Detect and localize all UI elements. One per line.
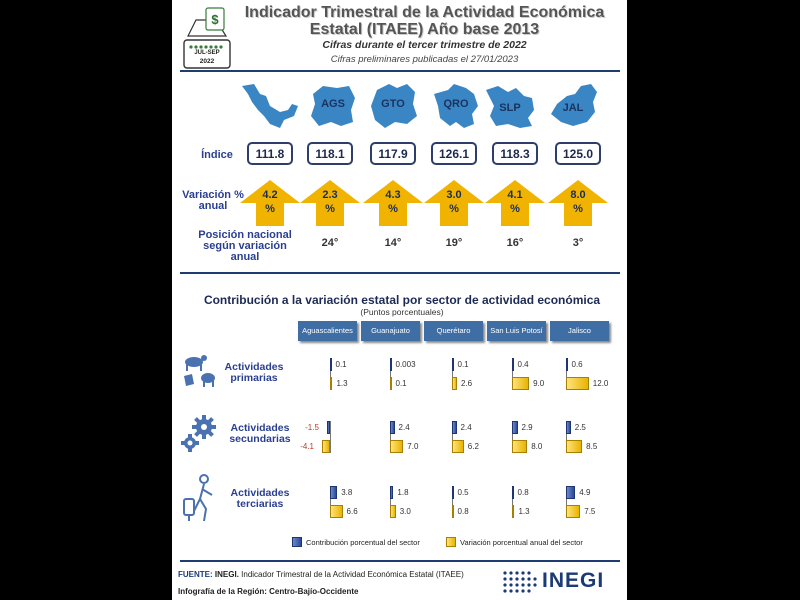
legend-blue-swatch bbox=[292, 537, 302, 547]
index-value: 111.8 bbox=[247, 142, 293, 165]
footer-divider bbox=[180, 560, 620, 562]
legend-blue-label: Contribución porcentual del sector bbox=[306, 538, 420, 547]
contribution-value: 3.8 bbox=[341, 488, 353, 497]
infographic-page bbox=[172, 0, 627, 600]
variation-value: 3.0 % bbox=[446, 189, 462, 215]
index-row-label: Índice bbox=[201, 149, 233, 161]
rank-row-label: Posición nacional según variación anual bbox=[198, 229, 292, 263]
variation-bar bbox=[512, 377, 529, 390]
legend-yellow-swatch bbox=[446, 537, 456, 547]
variation-value-label: 8.5 bbox=[586, 442, 598, 451]
state-abbr-ags: AGS bbox=[321, 98, 345, 110]
contribution-bar bbox=[452, 486, 454, 499]
contribution-subtitle: (Puntos porcentuales) bbox=[360, 307, 444, 317]
contribution-title: Contribución a la variación estatal por sector de actividad económica bbox=[203, 293, 601, 307]
contribution-value: 2.5 bbox=[574, 423, 586, 432]
inegi-dots-icon bbox=[502, 570, 538, 594]
variation-bar bbox=[566, 377, 589, 390]
contribution-value: 1.8 bbox=[397, 488, 409, 497]
variation-value-label: 12.0 bbox=[592, 379, 609, 388]
variation-value-label: 7.5 bbox=[584, 507, 596, 516]
contribution-bar bbox=[330, 486, 337, 499]
variation-value-label: 2.6 bbox=[460, 379, 473, 388]
index-value: 125.0 bbox=[555, 142, 601, 165]
logo-period: JUL-SEP bbox=[194, 50, 220, 56]
contribution-value: 2.4 bbox=[398, 423, 410, 432]
contribution-value: 0.8 bbox=[517, 488, 529, 497]
variation-value-label: 6.2 bbox=[467, 442, 479, 451]
column-header-aguascalientes: Aguascalientes bbox=[298, 321, 357, 341]
page-title: Indicador Trimestral de la Actividad Económica Estatal (ITAEE) Año base 2013 bbox=[244, 4, 605, 38]
contribution-bar bbox=[390, 486, 393, 499]
variation-value: 4.2 % bbox=[262, 189, 278, 215]
variation-value-label: -4.1 bbox=[300, 442, 314, 451]
variation-row-label: Variación % anual bbox=[182, 189, 244, 212]
legend-yellow-label: Variación porcentual anual del sector bbox=[460, 538, 583, 547]
variation-value: 2.3 % bbox=[322, 189, 338, 215]
variation-bar bbox=[452, 440, 464, 453]
variation-bar bbox=[322, 440, 330, 453]
variation-bar bbox=[566, 440, 582, 453]
variation-value-label: 3.0 bbox=[399, 507, 411, 516]
variation-value: 4.1 % bbox=[507, 189, 523, 215]
rank-value: 24° bbox=[321, 237, 339, 249]
inegi-wordmark: INEGI bbox=[542, 569, 605, 592]
column-header-guanajuato: Guanajuato bbox=[361, 321, 420, 341]
svg-text:$: $ bbox=[211, 12, 219, 27]
inegi-logo bbox=[502, 568, 620, 596]
contribution-bar bbox=[566, 358, 568, 371]
variation-value: 8.0 % bbox=[570, 189, 586, 215]
contribution-value: 0.4 bbox=[517, 360, 529, 369]
contribution-bar bbox=[390, 421, 395, 434]
contribution-bar bbox=[390, 358, 392, 371]
contribution-bars bbox=[172, 0, 627, 600]
sector-label-tertiary: Actividades terciarias bbox=[230, 487, 290, 510]
contribution-bar bbox=[512, 358, 514, 371]
contribution-bar bbox=[566, 421, 571, 434]
rank-value: 14° bbox=[384, 237, 402, 249]
contribution-bar bbox=[330, 358, 332, 371]
index-value: 117.9 bbox=[370, 142, 416, 165]
variation-bar bbox=[566, 505, 580, 518]
logo-year: 2022 bbox=[199, 58, 215, 65]
rank-value: 16° bbox=[506, 237, 524, 249]
variation-bar bbox=[330, 377, 332, 390]
source-line: FUENTE: INEGI. Indicador Trimestral de la Actividad Económica Estatal (ITAEE) bbox=[178, 570, 464, 579]
contribution-value: -1.5 bbox=[305, 423, 319, 432]
index-value: 118.3 bbox=[492, 142, 538, 165]
state-abbr-jal: JAL bbox=[562, 102, 584, 114]
variation-bar bbox=[452, 377, 457, 390]
variation-value-label: 9.0 bbox=[533, 379, 545, 388]
contribution-value: 0.6 bbox=[571, 360, 583, 369]
sector-label-primary: Actividades primarias bbox=[224, 361, 284, 384]
contribution-bar bbox=[512, 421, 518, 434]
state-abbr-slp: SLP bbox=[499, 102, 521, 114]
variation-bar bbox=[390, 440, 403, 453]
index-value: 118.1 bbox=[307, 142, 353, 165]
variation-value-label: 6.6 bbox=[346, 507, 358, 516]
variation-value: 4.3 % bbox=[385, 189, 401, 215]
page-subtitle: Cifras durante el tercer trimestre de 2022 bbox=[322, 39, 527, 51]
contribution-bar bbox=[512, 486, 514, 499]
contribution-bar bbox=[452, 421, 457, 434]
contribution-value: 0.5 bbox=[457, 488, 469, 497]
variation-value-label: 8.0 bbox=[531, 442, 543, 451]
variation-bar bbox=[390, 505, 396, 518]
rank-value: 19° bbox=[445, 237, 463, 249]
variation-bar bbox=[330, 505, 343, 518]
variation-value-label: 1.3 bbox=[336, 379, 348, 388]
variation-bar bbox=[390, 377, 392, 390]
contribution-value: 4.9 bbox=[579, 488, 591, 497]
variation-value-label: 0.8 bbox=[457, 507, 469, 516]
bar-axis-line bbox=[330, 421, 331, 453]
publication-note: Cifras preliminares publicadas el 27/01/2023 bbox=[330, 54, 519, 65]
variation-bar bbox=[452, 505, 454, 518]
variation-value-label: 7.0 bbox=[407, 442, 419, 451]
contribution-value: 0.003 bbox=[395, 360, 416, 369]
column-header-san-luis-potosi: San Luis Potosí bbox=[487, 321, 546, 341]
contribution-bar bbox=[452, 358, 454, 371]
column-header-jalisco: Jalisco bbox=[550, 321, 609, 341]
contribution-value: 0.1 bbox=[335, 360, 347, 369]
sector-label-secondary: Actividades secundarias bbox=[229, 422, 291, 445]
contribution-value: 0.1 bbox=[457, 360, 469, 369]
variation-value-label: 1.3 bbox=[518, 507, 530, 516]
variation-bar bbox=[512, 505, 514, 518]
index-value: 126.1 bbox=[431, 142, 477, 165]
rank-value: 3° bbox=[572, 237, 584, 249]
region-line: Infografía de la Región: Centro-Bajío-Occidente bbox=[178, 587, 359, 596]
column-header-queretaro: Querétaro bbox=[424, 321, 483, 341]
state-abbr-gto: GTO bbox=[381, 98, 405, 110]
state-abbr-qro: QRO bbox=[443, 98, 469, 110]
contribution-value: 2.4 bbox=[460, 423, 472, 432]
contribution-bar bbox=[566, 486, 575, 499]
variation-bar bbox=[512, 440, 527, 453]
variation-value-label: 0.1 bbox=[395, 379, 407, 388]
contribution-value: 2.9 bbox=[521, 423, 533, 432]
contribution-bar bbox=[327, 421, 330, 434]
